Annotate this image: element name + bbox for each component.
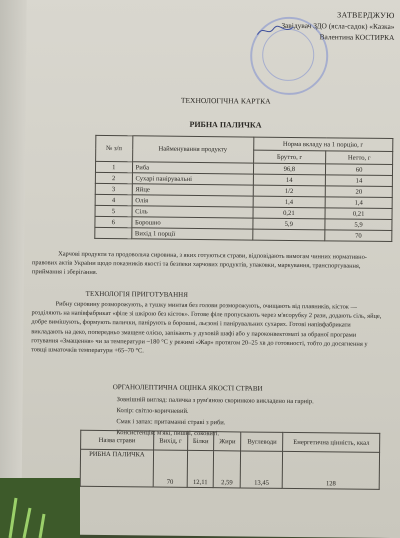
cell: 4 <box>95 194 132 205</box>
nut-carbs: 13,45 <box>240 451 283 488</box>
nut-fat: 2,59 <box>213 451 240 488</box>
document-heading: ТЕХНОЛОГІЧНА КАРТКА <box>180 95 271 106</box>
recipe-table <box>94 135 393 242</box>
quality-taste: Смак і запах: притаманні страві з риби. <box>116 418 226 427</box>
col-gross: Брутто, г <box>253 150 326 164</box>
cell: 5,9 <box>325 219 392 231</box>
cell: 70 <box>325 230 392 242</box>
cell: Вихід 1 порції <box>131 228 252 240</box>
cell: 2 <box>95 172 132 183</box>
nutrition-table <box>80 430 381 490</box>
cell: 6 <box>95 216 132 227</box>
col-num: № з/п <box>96 135 133 161</box>
col-product: Найменування продукту <box>132 136 253 163</box>
cell: 5 <box>95 205 132 216</box>
cell: 96,8 <box>253 163 326 175</box>
nut-col-name: Назва страви <box>81 430 154 450</box>
nut-col-carbs: Вуглеводи <box>241 432 283 451</box>
cell: Риба <box>132 162 253 174</box>
cell <box>95 227 132 238</box>
col-norm: Норма вкладу на 1 порцію, г <box>253 137 393 151</box>
quality-color: Колір: світло-коричневий. <box>116 407 189 415</box>
nut-col-fat: Жири <box>214 432 241 451</box>
tech-section-title: ТЕХНОЛОГІЯ ПРИГОТУВАННЯ <box>85 289 188 299</box>
nut-col-protein: Білки <box>187 431 214 450</box>
tech-paragraph: Рибну сировину розморожують, а тушку минтая без голови розморожують, очищають від плавників, кісток — розділяють на напівфабрикат «філе зі шкірою без кісток». Готове філе пропускають через м'ясорубку 2 рази, додають сіль, яйце, добре вимішують, формують палички, панірують в борошні, льєзоні і панірувальних сухарях. Готові напівфабрикати викладають на деко, попередньо змащене олією, запікають у духовій шафі або у пароконвектоматі за обраної програми готування «Змащення» чи за температури ~180 °С у режимі «Жар» протягом 20–25 хв до готовності, тобто до досягнення у товщі шматочків температури +65–70 °С. <box>31 300 382 355</box>
approval-position: Завідувач ЗДО (ясла-садок) «Казка» <box>281 20 395 32</box>
signature-mark <box>255 23 295 39</box>
cell: 0,21 <box>325 208 392 220</box>
nut-name: РИБНА ПАЛИЧКА <box>80 449 153 487</box>
cell: 14 <box>253 174 326 186</box>
cell: 5,9 <box>252 218 325 230</box>
cell: 3 <box>95 183 132 194</box>
cell: Сіль <box>132 206 253 218</box>
cell: 0,21 <box>253 207 326 219</box>
approval-name: Валентина КОСТИРКА <box>319 32 395 43</box>
cell: Сухарі панірувальні <box>132 173 253 185</box>
compliance-paragraph: Харчові продукти та продовольча сировина, з яких готуються страви, відповідають вимогам чинних нормативно-правових актів України щодо показників якості та безпеки харчових продуктів, упаковки, маркування, транспортування, приймання і зберігання. <box>31 250 367 277</box>
dish-title: РИБНА ПАЛИЧКА <box>189 119 262 130</box>
nut-energy: 128 <box>283 451 380 489</box>
cell: 1/2 <box>253 185 326 197</box>
cell: Борошно <box>132 217 253 229</box>
quality-section-title: ОРГАНОЛЕПТИЧНА ОЦІНКА ЯКОСТІ СТРАВИ <box>112 383 263 393</box>
cell: 60 <box>326 164 393 176</box>
approval-block <box>281 9 395 43</box>
cell: Яйце <box>132 184 253 196</box>
sheet-edge <box>0 0 27 534</box>
quality-appearance: Зовнішній вигляд: паличка з рум'яною скоринкою викладено на гарнір. <box>116 396 314 406</box>
col-net: Нетто, г <box>326 151 393 165</box>
nut-protein: 12,11 <box>187 450 214 487</box>
nut-col-energy: Енергетична цінність, ккал <box>283 432 380 452</box>
cell: 14 <box>326 175 393 187</box>
cell: 1,4 <box>253 196 326 208</box>
cell: Олія <box>132 195 253 207</box>
cell: 1 <box>95 161 132 172</box>
cell <box>252 229 325 241</box>
quality-consistency: Консистенція: м'які, пишні, соковиті. <box>116 429 220 438</box>
nut-col-yield: Вихід, г <box>153 431 187 450</box>
approval-title: ЗАТВЕРДЖУЮ <box>337 10 395 21</box>
cell: 1,4 <box>325 197 392 209</box>
table-row <box>80 449 379 489</box>
nut-yield: 70 <box>153 450 188 487</box>
cell: 20 <box>325 186 392 198</box>
background-fabric <box>0 478 80 538</box>
table-row-yield <box>95 227 392 241</box>
